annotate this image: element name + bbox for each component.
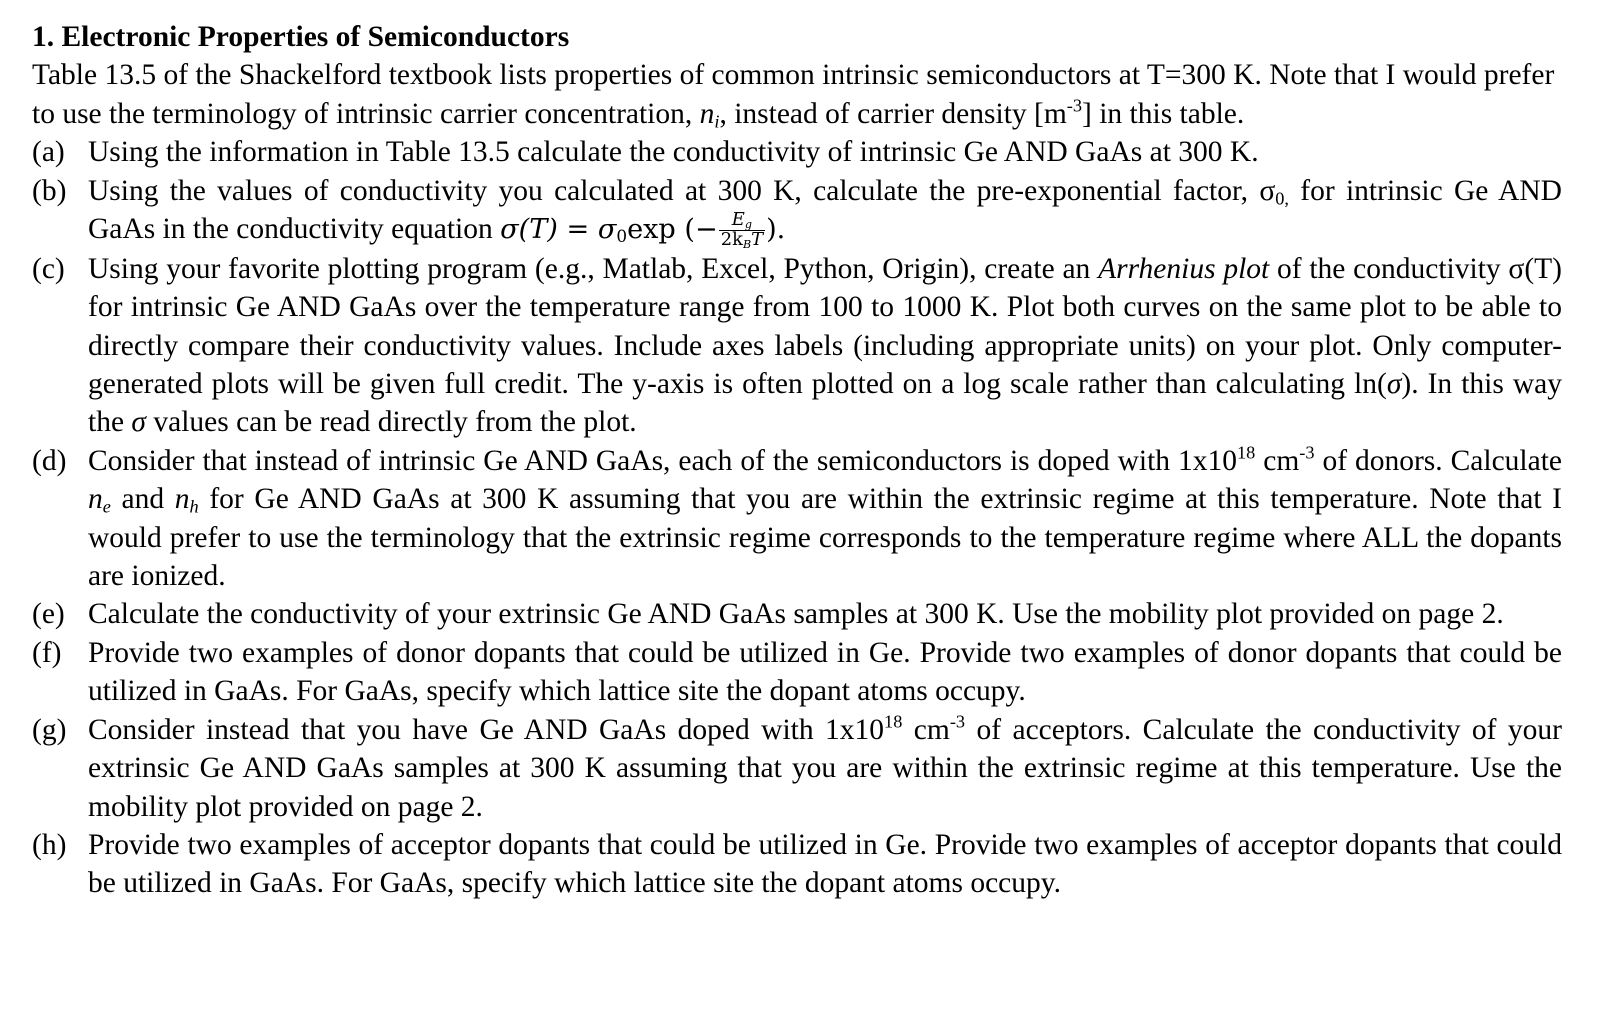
question-label: (d) xyxy=(32,444,67,477)
question-b xyxy=(32,172,1562,250)
intro-exponent: -3 xyxy=(1066,95,1083,116)
question-label: (b) xyxy=(32,174,67,207)
question-e xyxy=(32,595,1562,633)
question-text: Using the values of conductivity you calculated at 300 K, calculate the pre-exponential factor, $\sigma_{0,}$ for intrinsic Ge AND GaAs in the conductivity equation $\sigma(T) = \sigma_0\exp$ (− $\frac{E_g}{2k_BT}$ ). xyxy=(88,174,1562,251)
question-d xyxy=(32,442,1562,596)
question-text: Consider that instead of intrinsic Ge AND GaAs, each of the semiconductors is doped with $1x10^{18}$ $cm^{-3}$ of donors. Calculate $n_e$ and $n_h$ for Ge AND GaAs at 300 K assuming that you are within the extrinsic regime at this temperature. Note that I would prefer to use the terminology that the extrinsic regime corresponds to the temperature regime where ALL the dopants are ionized. xyxy=(88,442,1563,593)
section-heading: 1. Electronic Properties of Semiconductors xyxy=(32,21,570,53)
question-f xyxy=(32,634,1562,711)
question-h xyxy=(32,826,1562,903)
question-text: Provide two examples of donor dopants that could be utilized in Ge. Provide two examples of donor dopants that could be utilized in GaAs. For GaAs, specify which lattice site the dopant atoms occupy. xyxy=(88,636,1562,708)
conductivity-equation: $\sigma(T) = \sigma_0\exp$ (− $\frac{E_g}{2k_BT}$ ). xyxy=(500,209,786,251)
exponent-fraction: $\frac{E_g}{2k_BT}$ xyxy=(720,209,764,251)
question-label: (a) xyxy=(32,136,65,169)
ni-subscript: i xyxy=(714,111,720,132)
question-a xyxy=(32,133,1562,171)
question-text: Consider instead that you have Ge AND GaAs doped with $1x10^{18}$ $cm^{-3}$ of acceptors. Calculate the conductivity of your extrinsic Ge AND GaAs samples at 300 K assuming that you are within the extrinsic regime at this temperature. Use the mobility plot provided on page 2. xyxy=(88,711,1562,823)
document-page xyxy=(32,18,1562,903)
question-c xyxy=(32,250,1562,442)
question-list xyxy=(32,133,1562,903)
question-label: (h) xyxy=(32,828,67,861)
ni-symbol: n xyxy=(699,97,715,130)
question-text: Using the information in Table 13.5 calculate the conductivity of intrinsic Ge AND GaAs at 300 K. xyxy=(88,136,1259,169)
question-g xyxy=(32,711,1562,826)
question-label: (e) xyxy=(32,598,65,631)
question-label: (f) xyxy=(32,636,62,669)
question-text: Provide two examples of acceptor dopants that could be utilized in Ge. Provide two examples of acceptor dopants that could be utilized in GaAs. For GaAs, specify which lattice site the dopant atoms occupy. xyxy=(88,828,1562,900)
intro-paragraph xyxy=(32,56,1562,133)
question-text: Calculate the conductivity of your extrinsic Ge AND GaAs samples at 300 K. Use the mobility plot provided on page 2. xyxy=(88,598,1504,631)
question-label: (g) xyxy=(32,713,67,746)
intro-text: Table 13.5 of the Shackelford textbook lists properties of common intrinsic semiconductors at T=300 K. Note that I would prefer to use the terminology of intrinsic carrier concentration, xyxy=(32,59,1555,130)
question-label: (c) xyxy=(32,252,65,285)
intro-text-mid: , instead of carrier density [m xyxy=(719,97,1067,130)
intro-text-end: ] in this table. xyxy=(1082,97,1245,130)
question-text: Using your favorite plotting program (e.g., Matlab, Excel, Python, Origin), create an Arrhenius plot of the conductivity σ(T) for intrinsic Ge AND GaAs over the temperature range from 100 to 1000 K. Plot both curves on the same plot to be able to directly compare their conductivity values. Include axes labels (including appropriate units) on your plot. Only computer-generated plots will be given full credit. The y-axis is often plotted on a log scale rather than calculating ln(σ). In this way the σ values can be read directly from the plot. xyxy=(88,252,1562,439)
arrhenius-plot-term: Arrhenius plot xyxy=(1098,252,1270,285)
